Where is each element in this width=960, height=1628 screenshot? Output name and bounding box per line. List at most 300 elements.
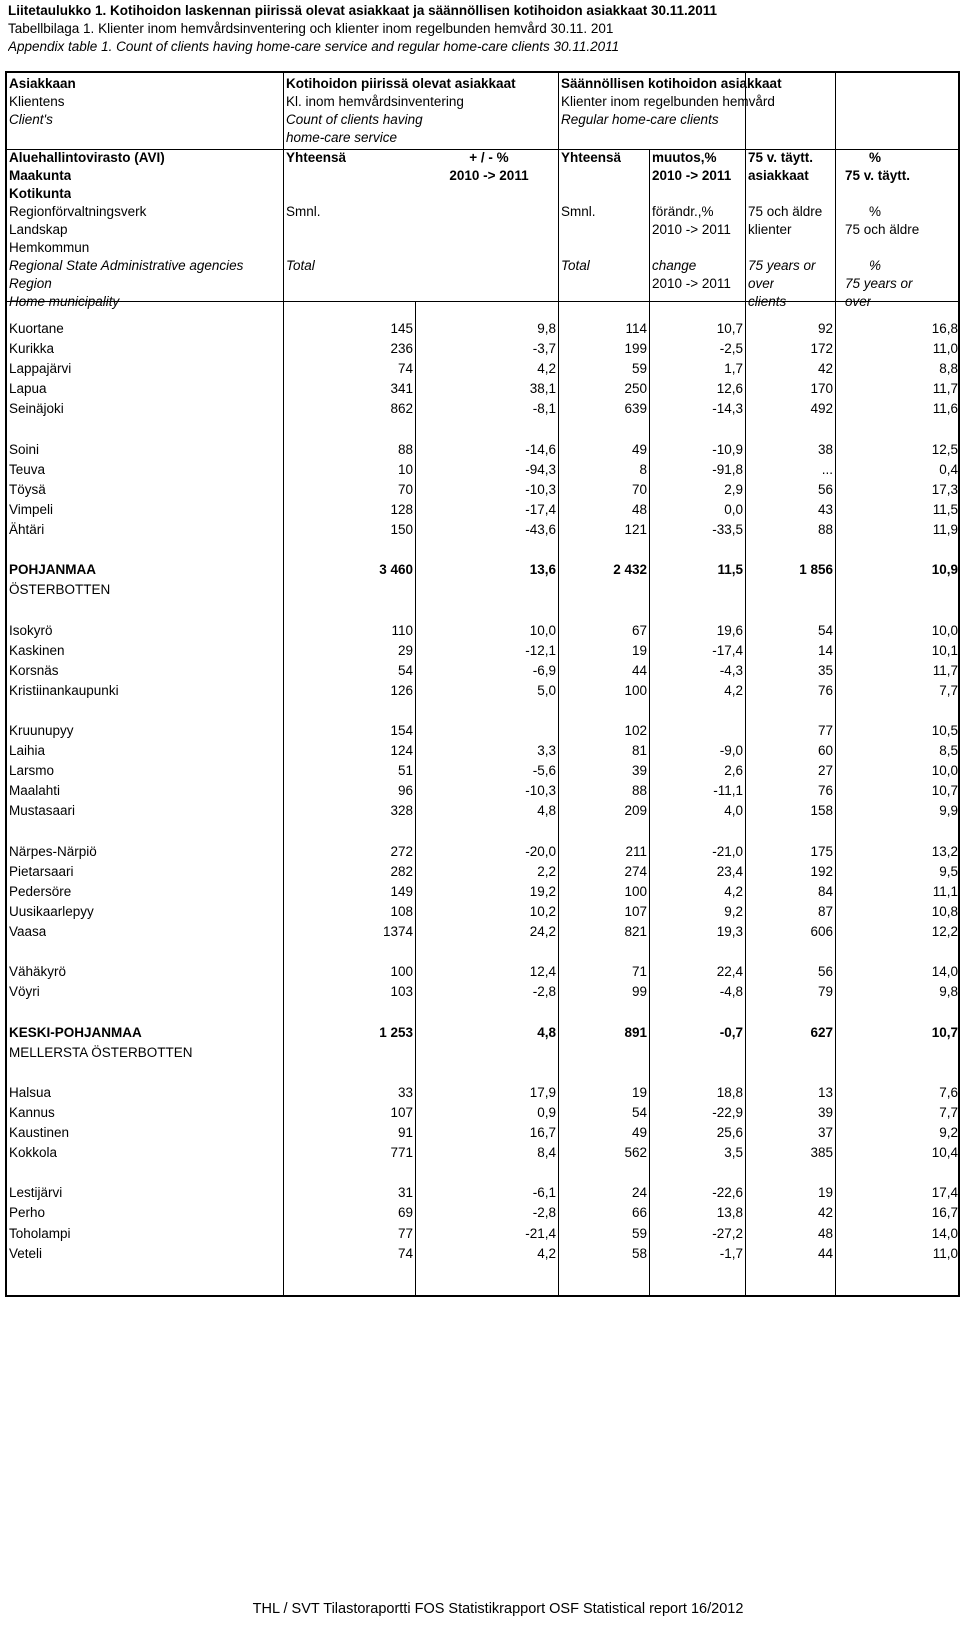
row-value: 23,4	[716, 863, 743, 879]
row-value: 11,1	[932, 883, 958, 899]
row-value: 19,2	[529, 883, 556, 899]
row-value: 4,2	[724, 682, 743, 698]
row-value: 67	[631, 622, 647, 638]
row-value: 38	[817, 441, 833, 457]
row-value: 24,2	[529, 924, 556, 939]
header-count-sv: Kl. inom hemvårdsinventering	[286, 94, 464, 109]
row-value: 862	[390, 401, 413, 417]
row-value: 341	[390, 381, 413, 397]
row-value: -21,0	[712, 843, 743, 859]
row-value: 170	[810, 381, 833, 397]
row-name: Kaustinen	[9, 1125, 70, 1140]
header-pct-3: %	[869, 258, 882, 273]
row-value: 42	[817, 361, 833, 377]
row-value: 172	[810, 341, 833, 357]
row-value: 11,5	[932, 501, 958, 517]
header-region-1: Aluehallintovirasto (AVI)	[9, 150, 165, 165]
row-name: Kokkola	[9, 1145, 58, 1161]
row-value: 88	[397, 441, 413, 457]
row-value: 35	[817, 662, 833, 678]
row-value: 39	[817, 1104, 833, 1120]
row-value: 44	[817, 1245, 833, 1261]
row-name: Larsmo	[9, 763, 55, 779]
row-value: 70	[397, 481, 413, 497]
row-value: -6,9	[532, 662, 556, 678]
row-name: Pedersöre	[9, 883, 72, 899]
row-value: 108	[390, 903, 413, 919]
row-value: 891	[624, 1024, 647, 1040]
row-value: 19	[817, 1185, 833, 1201]
row-name: Lestijärvi	[9, 1185, 63, 1201]
row-value: 4,0	[724, 803, 743, 819]
row-value: -20,0	[525, 843, 556, 859]
header-rule	[7, 301, 958, 302]
row-value: 99	[631, 984, 647, 1000]
col-divider	[649, 149, 650, 1295]
row-value: 17,9	[529, 1084, 556, 1100]
row-name: Kruunupyy	[9, 723, 74, 738]
header-over75-fi-2: asiakkaat	[748, 168, 809, 183]
row-value: 19	[631, 1084, 647, 1100]
row-value: 84	[817, 883, 833, 899]
header-pct-2: %	[869, 204, 882, 219]
row-value: 11,5	[717, 562, 743, 578]
row-value: 11,0	[932, 1245, 958, 1261]
row-value: 274	[624, 863, 647, 879]
header-regular-sv: Klienter inom regelbunden hemvård	[561, 94, 775, 109]
row-value: 7,7	[939, 1104, 958, 1120]
row-value: 114	[625, 321, 647, 336]
row-value: 17,4	[931, 1185, 958, 1201]
row-value: 16,7	[931, 1205, 958, 1221]
row-value: 96	[397, 783, 413, 799]
header-region-8: Region	[9, 276, 52, 291]
row-value: -2,8	[532, 984, 556, 1000]
row-value: 38,1	[529, 381, 556, 397]
row-name: Kuortane	[9, 321, 64, 336]
row-value: 771	[390, 1145, 413, 1161]
row-value: 51	[397, 763, 413, 779]
row-value: 9,8	[537, 321, 556, 336]
row-name: Isokyrö	[9, 622, 53, 638]
row-value: 2,6	[724, 763, 743, 779]
header-count-en: Count of clients having	[286, 112, 423, 127]
row-name: Vimpeli	[9, 501, 54, 517]
row-value: 70	[631, 481, 647, 497]
row-value: 10,4	[931, 1145, 958, 1161]
row-value: 60	[817, 743, 833, 759]
row-value: -2,5	[719, 341, 743, 357]
row-value: 4,8	[537, 1024, 556, 1040]
row-value: 24	[631, 1185, 647, 1201]
header-total2-en: Total	[561, 258, 590, 273]
row-value: -8,1	[532, 401, 556, 417]
row-value: 9,8	[939, 984, 958, 1000]
row-value: 10,0	[931, 622, 958, 638]
row-value: 236	[390, 341, 413, 357]
row-value: 821	[624, 924, 647, 939]
row-value: 79	[817, 984, 833, 1000]
row-value: 17,3	[931, 481, 958, 497]
row-name: Mustasaari	[9, 803, 76, 819]
row-value: 0,0	[724, 501, 743, 517]
row-value: 492	[810, 401, 833, 417]
row-value: 9,2	[724, 903, 743, 919]
title-block	[8, 2, 768, 56]
row-value: 199	[624, 341, 647, 357]
row-value: 87	[817, 903, 833, 919]
row-name: POHJANMAA	[9, 562, 97, 578]
row-value: 128	[390, 501, 413, 517]
row-value: 16,7	[529, 1125, 556, 1140]
row-value: 76	[817, 682, 833, 698]
row-name: Laihia	[9, 743, 46, 759]
header-region-6: Hemkommun	[9, 240, 90, 255]
row-value: 121	[624, 522, 647, 537]
row-value: -14,3	[712, 401, 743, 417]
row-name: KESKI-POHJANMAA	[9, 1024, 142, 1040]
header-pct-over75-sv: 75 och äldre	[845, 222, 920, 237]
row-value: -12,1	[525, 642, 556, 658]
row-value: 25,6	[716, 1125, 743, 1140]
row-value: 56	[817, 964, 833, 980]
row-name: Kurikka	[9, 341, 55, 357]
header-pct-over75-en: 75 years or	[845, 276, 913, 291]
row-value: 54	[631, 1104, 647, 1120]
row-value: 9,9	[939, 803, 958, 819]
row-value: 107	[390, 1104, 413, 1120]
header-regular-en: Regular home-care clients	[561, 112, 719, 127]
row-value: 606	[810, 924, 833, 939]
row-value: 13,2	[931, 843, 958, 859]
row-value: 74	[397, 361, 413, 377]
row-name: Toholampi	[9, 1225, 71, 1241]
row-value: 71	[631, 964, 647, 980]
row-value: 11,7	[932, 662, 958, 678]
row-value: 0,9	[537, 1104, 556, 1120]
row-value: 2,9	[724, 481, 743, 497]
row-value: 3,3	[537, 743, 556, 759]
row-name: Kaskinen	[9, 642, 65, 658]
row-value: -17,4	[712, 642, 743, 658]
row-value: 18,8	[716, 1084, 743, 1100]
row-value: 562	[624, 1145, 647, 1161]
row-value: -2,8	[532, 1205, 556, 1221]
row-value: 39	[631, 763, 647, 779]
row-value: 211	[625, 843, 647, 859]
row-value: 110	[391, 622, 413, 638]
row-value: 31	[397, 1185, 413, 1201]
row-value: -4,8	[719, 984, 743, 1000]
row-value: -43,6	[525, 522, 556, 537]
row-name: Vähäkyrö	[9, 964, 67, 980]
row-value: 192	[810, 863, 833, 879]
row-name: Maalahti	[9, 783, 61, 799]
row-value: 107	[624, 903, 647, 919]
row-value: 58	[631, 1245, 647, 1261]
header-muutos: muutos,%	[652, 150, 717, 165]
header-region-2: Maakunta	[9, 168, 72, 183]
row-value: 13,8	[716, 1205, 743, 1221]
row-value: 150	[390, 522, 413, 537]
header-change-sv: förändr.,%	[652, 204, 714, 219]
row-value: 145	[390, 321, 413, 336]
row-value: 250	[624, 381, 647, 397]
row-value: 49	[631, 441, 647, 457]
row-value: 12,4	[529, 964, 556, 980]
header-client-fi: Asiakkaan	[9, 76, 76, 91]
header-change-fi: + / - %	[469, 150, 509, 165]
row-value: ...	[821, 461, 833, 477]
row-name: Kannus	[9, 1104, 55, 1120]
row-name: Soini	[9, 441, 40, 457]
header-region-9: Home municipality	[9, 294, 120, 309]
row-value: -14,6	[525, 441, 556, 457]
title-fi: Liitetaulukko 1. Kotihoidon laskennan piirissä olevat asiakkaat ja säännöllisen kotihoidon asiakkaat 30.11.2011	[8, 3, 718, 18]
row-value: -9,0	[719, 743, 743, 759]
row-value: 22,4	[716, 964, 743, 980]
row-value: 4,8	[537, 803, 556, 819]
row-value: 11,0	[932, 341, 958, 357]
row-value: 4,2	[724, 883, 743, 899]
row-name: Lapua	[9, 381, 47, 397]
row-value: 2 432	[613, 562, 647, 578]
row-value: 74	[397, 1245, 413, 1261]
header-change-en: change	[652, 258, 697, 273]
header-over75-fi: 75 v. täytt.	[748, 150, 814, 165]
row-value: 8,4	[537, 1145, 556, 1161]
header-total-en: Total	[286, 258, 315, 273]
row-value: 14,0	[931, 964, 958, 980]
row-name: Veteli	[9, 1245, 43, 1261]
row-value: 1 856	[799, 562, 833, 578]
header-region-7: Regional State Administrative agencies	[9, 258, 244, 273]
row-value: 42	[817, 1205, 833, 1221]
row-value: 11,7	[932, 381, 958, 397]
row-value: 4,2	[537, 1245, 556, 1261]
row-value: 8,8	[939, 361, 958, 377]
row-value: 66	[631, 1205, 647, 1221]
header-region-4: Regionförvaltningsverk	[9, 204, 147, 219]
row-value: 12,6	[716, 381, 743, 397]
row-value: 1,7	[724, 361, 743, 377]
row-value: 33	[397, 1084, 413, 1100]
row-value: 10,1	[931, 642, 958, 658]
row-value: 10,9	[931, 562, 958, 578]
row-name: Uusikaarlepyy	[9, 903, 94, 919]
header-total2-fi: Yhteensä	[561, 150, 622, 165]
row-name: Vöyri	[9, 984, 40, 1000]
title-en: Appendix table 1. Count of clients having home-care service and regular home-care clients 30.11.2011	[8, 39, 620, 54]
header-over75-en-2: over	[748, 276, 775, 291]
row-value: 10,7	[931, 783, 958, 799]
row-value: -10,9	[712, 441, 743, 457]
row-value: 3 460	[379, 562, 413, 578]
row-value: 19,3	[716, 924, 743, 939]
row-value: 88	[817, 522, 833, 537]
row-value: 627	[810, 1024, 833, 1040]
row-value: 13,6	[529, 562, 556, 578]
row-name: Perho	[9, 1205, 46, 1221]
row-name: Vaasa	[9, 924, 47, 939]
row-value: -10,3	[525, 481, 556, 497]
row-value: -6,1	[532, 1185, 556, 1201]
header-total-fi: Yhteensä	[286, 150, 347, 165]
header-count-en-2: home-care service	[286, 130, 398, 145]
col-divider	[415, 301, 416, 1295]
header-count-fi: Kotihoidon piirissä olevat asiakkaat	[286, 76, 516, 91]
row-value: 48	[631, 501, 647, 517]
header-client-sv: Klientens	[9, 94, 65, 109]
header-over75-sv-2: klienter	[748, 222, 792, 237]
header-pct: %	[869, 150, 882, 165]
row-value: 12,2	[931, 924, 958, 939]
row-value: 126	[390, 682, 413, 698]
row-value: 4,2	[537, 361, 556, 377]
row-value: 48	[817, 1225, 833, 1241]
row-value: 14,0	[931, 1225, 958, 1241]
row-value: 77	[817, 723, 833, 738]
row-name: Teuva	[9, 461, 46, 477]
row-name: Korsnäs	[9, 662, 59, 678]
row-value: 92	[817, 321, 833, 336]
row-value: 59	[631, 1225, 647, 1241]
row-value: 2,2	[537, 863, 556, 879]
row-value: 10	[397, 461, 413, 477]
row-value: 0,4	[939, 461, 958, 477]
row-value: 10,8	[931, 903, 958, 919]
row-value: 19,6	[716, 622, 743, 638]
col-divider	[283, 73, 284, 1295]
header-pct-over75-fi: 75 v. täytt.	[845, 168, 911, 183]
header-over75-en-3: clients	[748, 294, 787, 309]
row-name: MELLERSTA ÖSTERBOTTEN	[9, 1044, 193, 1060]
row-value: 59	[631, 361, 647, 377]
row-name: Kristiinankaupunki	[9, 682, 119, 698]
row-value: 8	[639, 461, 647, 477]
row-value: 43	[817, 501, 833, 517]
row-value: -21,4	[525, 1225, 556, 1241]
row-name: Seinäjoki	[9, 401, 64, 417]
row-value: 9,2	[939, 1125, 958, 1140]
row-value: -4,3	[719, 662, 743, 678]
row-value: 100	[390, 964, 413, 980]
title-sv: Tabellbilaga 1. Klienter inom hemvårdsinventering och klienter inom regelbunden hemvård 30.11. 201	[8, 21, 614, 36]
row-value: 11,9	[932, 522, 958, 537]
row-value: 49	[631, 1125, 647, 1140]
header-pct-over75-en-2: over	[845, 294, 872, 309]
row-name: ÖSTERBOTTEN	[9, 582, 111, 598]
row-value: -27,2	[712, 1225, 743, 1241]
row-value: -94,3	[525, 461, 556, 477]
row-value: 76	[817, 783, 833, 799]
row-value: 272	[390, 843, 413, 859]
row-value: -33,5	[712, 522, 743, 537]
row-value: 1374	[382, 924, 413, 939]
row-name: Närpes-Närpiö	[9, 843, 97, 859]
row-value: 77	[397, 1225, 413, 1241]
row-value: 10,0	[931, 763, 958, 779]
row-value: -91,8	[712, 461, 743, 477]
header-regular-fi: Säännöllisen kotihoidon asiakkaat	[561, 76, 782, 91]
row-value: 88	[631, 783, 647, 799]
row-value: -5,6	[532, 763, 556, 779]
header-over75-sv: 75 och äldre	[748, 204, 823, 219]
row-value: 10,5	[931, 723, 958, 738]
header-period-4: 2010 -> 2011	[652, 276, 731, 291]
row-value: 27	[817, 763, 833, 779]
row-value: -17,4	[525, 501, 556, 517]
row-name: Halsua	[9, 1084, 52, 1100]
row-value: 19	[631, 642, 647, 658]
row-value: 12,5	[931, 441, 958, 457]
row-value: 100	[624, 883, 647, 899]
page-footer: THL / SVT Tilastoraportti FOS Statistikrapport OSF Statistical report 16/2012	[252, 1601, 744, 1617]
col-divider	[835, 73, 836, 1295]
row-value: 54	[817, 622, 833, 638]
row-name: Lappajärvi	[9, 361, 72, 377]
row-value: 124	[390, 743, 413, 759]
row-value: 29	[397, 642, 413, 658]
row-value: 149	[390, 883, 413, 899]
row-value: -22,9	[712, 1104, 743, 1120]
row-value: 8,5	[939, 743, 958, 759]
row-value: -22,6	[712, 1185, 743, 1201]
header-over75-en: 75 years or	[748, 258, 816, 273]
header-total2-sv: Smnl.	[561, 204, 596, 219]
header-region-5: Landskap	[9, 222, 68, 237]
row-value: 328	[390, 803, 413, 819]
row-value: 14	[817, 642, 833, 658]
row-value: -10,3	[525, 783, 556, 799]
row-value: 69	[397, 1205, 413, 1221]
row-value: 9,5	[939, 863, 958, 879]
row-value: 56	[817, 481, 833, 497]
row-value: 81	[631, 743, 647, 759]
row-value: 91	[397, 1125, 413, 1140]
row-value: 385	[810, 1145, 833, 1161]
row-value: -0,7	[719, 1024, 743, 1040]
row-value: 13	[817, 1084, 833, 1100]
header-region-3: Kotikunta	[9, 186, 72, 201]
row-value: 639	[624, 401, 647, 417]
header-period-1: 2010 -> 2011	[449, 168, 529, 183]
row-value: -3,7	[532, 341, 556, 357]
row-value: 175	[810, 843, 833, 859]
row-name: Pietarsaari	[9, 863, 74, 879]
row-value: 44	[631, 662, 647, 678]
row-value: 11,6	[932, 401, 958, 417]
row-value: 10,2	[529, 903, 556, 919]
header-client-en: Client's	[9, 112, 53, 127]
row-value: 37	[817, 1125, 833, 1140]
row-value: 103	[390, 984, 413, 1000]
header-total-sv: Smnl.	[286, 204, 321, 219]
row-name: Ähtäri	[9, 522, 45, 537]
row-value: 100	[624, 682, 647, 698]
row-value: 7,6	[939, 1084, 958, 1100]
row-value: 7,7	[939, 682, 958, 698]
row-value: 154	[390, 723, 413, 738]
row-value: 5,0	[537, 682, 556, 698]
row-value: 1 253	[379, 1024, 413, 1040]
header-period-3: 2010 -> 2011	[652, 222, 731, 237]
row-value: 54	[397, 662, 413, 678]
header-period-2: 2010 -> 2011	[652, 168, 732, 183]
row-name: Töysä	[9, 481, 46, 497]
data-table	[5, 71, 960, 1297]
row-value: 10,7	[931, 1024, 958, 1040]
